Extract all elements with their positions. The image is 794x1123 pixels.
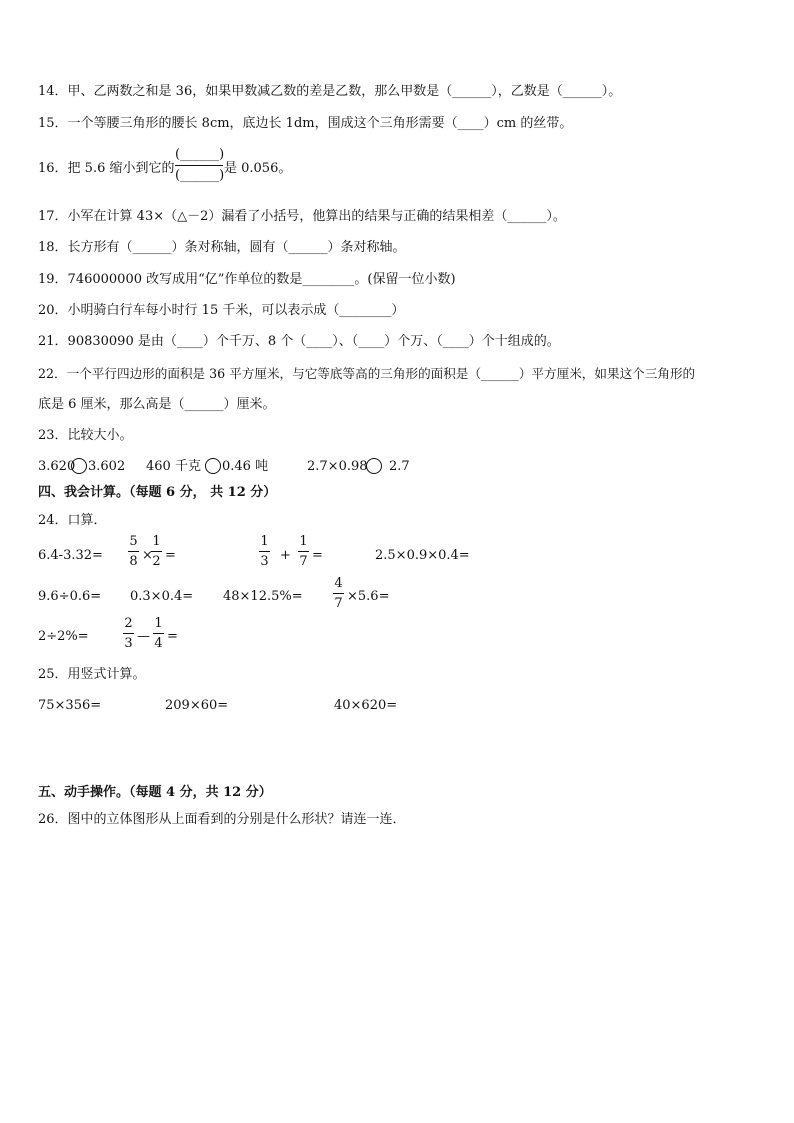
calc-r1c4: 2.5×0.9×0.4= — [375, 548, 470, 563]
question-19: 19．746000000 改写成用“亿”作单位的数是________。(保留一位小数) — [38, 272, 456, 287]
compare-circle-c[interactable] — [366, 458, 382, 474]
calc-r3c1: 2÷2%= — [38, 629, 89, 644]
equals-sign: = — [165, 548, 176, 563]
denominator: 2 — [152, 554, 161, 569]
fraction-bar — [175, 165, 223, 166]
numerator: 2 — [124, 616, 133, 631]
equals-sign: = — [312, 548, 323, 563]
compare-circle-b[interactable] — [205, 458, 221, 474]
question-18: 18．长方形有（______）条对称轴，圆有（______）条对称轴。 — [38, 240, 406, 255]
compare-a-left: 3.620 — [38, 459, 76, 474]
denominator: 7 — [299, 554, 308, 569]
compare-b-left: 460 千克 — [146, 459, 201, 474]
denominator: 3 — [260, 554, 269, 569]
question-20: 20．小明骑白行车每小时行 15 千米，可以表示成（________） — [38, 303, 405, 318]
calc-r1c1: 6.4-3.32= — [38, 548, 103, 563]
denominator: 3 — [124, 636, 133, 651]
frac-1-2 — [151, 534, 162, 569]
vertical-calc-1: 75×356= — [38, 698, 102, 713]
question-16-fraction — [175, 147, 223, 184]
denominator: 4 — [154, 636, 163, 651]
question-23-label: 23．比较大小。 — [38, 428, 133, 443]
frac-5-8 — [128, 534, 139, 569]
compare-circle-a[interactable] — [71, 458, 87, 474]
question-16-prefix: 16．把 5.6 缩小到它的 — [38, 161, 175, 176]
calc-r2c1: 9.6÷0.6= — [38, 589, 102, 604]
compare-b-right: 0.46 吨 — [222, 459, 269, 474]
question-25-label: 25．用竖式计算。 — [38, 667, 146, 682]
question-15: 15．一个等腰三角形的腰长 8cm，底边长 1dm，围成这个三角形需要（____）cm 的丝带。 — [38, 116, 573, 131]
frac-2-3 — [123, 616, 134, 651]
operator-minus: — — [137, 629, 150, 644]
fraction-denominator: (______) — [175, 168, 225, 183]
numerator: 1 — [260, 534, 269, 549]
frac-1-3 — [259, 534, 270, 569]
denominator: 7 — [334, 596, 343, 611]
calc-r2c3: 48×12.5%= — [223, 589, 303, 604]
numerator: 5 — [129, 534, 138, 549]
section-4-heading: 四、我会计算。（每题 6 分， 共 12 分） — [38, 485, 277, 500]
operator-times: × — [142, 548, 153, 563]
question-24-label: 24．口算． — [38, 513, 107, 528]
compare-a-right: 3.602 — [88, 459, 126, 474]
fraction-numerator: (______) — [175, 147, 225, 162]
question-16-suffix: 是 0.056。 — [224, 161, 292, 176]
vertical-calc-3: 40×620= — [334, 698, 398, 713]
frac-1-7 — [298, 534, 309, 569]
operator-plus: + — [280, 548, 291, 563]
equals-sign: = — [167, 629, 178, 644]
numerator: 1 — [299, 534, 308, 549]
section-5-heading: 五、动手操作。（每题 4 分，共 12 分） — [38, 785, 272, 800]
numerator: 1 — [154, 616, 163, 631]
question-26: 26．图中的立体图形从上面看到的分别是什么形状？请连一连． — [38, 812, 406, 827]
question-22-line1: 22．一个平行四边形的面积是 36 平方厘米，与它等底等高的三角形的面积是（______）平方厘米，如果这个三角形的 — [38, 366, 696, 381]
question-14: 14．甲、乙两数之和是 36，如果甲数减乙数的差是乙数，那么甲数是（______），乙数是（______）。 — [38, 84, 622, 99]
vertical-calc-2: 209×60= — [165, 698, 229, 713]
question-22-line2: 底是 6 厘米，那么高是（______）厘米。 — [38, 397, 276, 412]
question-17: 17．小军在计算 43×（△－2）漏看了小括号，他算出的结果与正确的结果相差（______）。 — [38, 209, 566, 224]
denominator: 8 — [129, 554, 138, 569]
compare-c-right: 2.7 — [389, 459, 410, 474]
calc-r2c4-tail: ×5.6= — [347, 589, 390, 604]
numerator: 4 — [334, 576, 343, 591]
frac-4-7 — [333, 576, 344, 611]
question-21: 21．90830090 是由（____）个千万、8 个（____）、（____）个万、（____）个十组成的。 — [38, 334, 560, 349]
numerator: 1 — [152, 534, 161, 549]
compare-c-left: 2.7×0.98 — [307, 459, 368, 474]
frac-1-4 — [153, 616, 164, 651]
calc-r2c2: 0.3×0.4= — [130, 589, 194, 604]
